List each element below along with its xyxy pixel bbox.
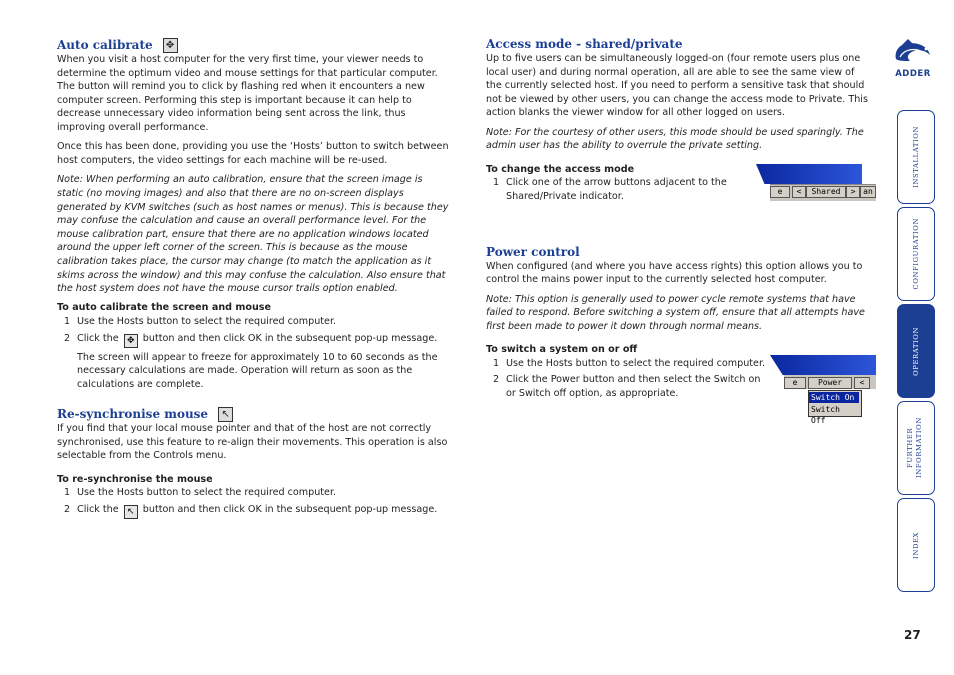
tab-label: OPERATION xyxy=(911,326,920,376)
step-number: 2 xyxy=(63,503,71,515)
step-text: Click one of the arrow buttons adjacent to the Shared/Private indicator. xyxy=(506,177,727,202)
right-column xyxy=(486,37,870,403)
resync-mouse-icon: ↖ xyxy=(124,505,138,519)
step-text-post: button and then click OK in the subsequent pop-up message. xyxy=(142,332,438,344)
access-mode-intro: Up to five users can be simultaneously logged-on (four remote users plus one local user) and during normal operation, all are able to see the same view of the currently selected host. If you need to perform a sensitive task that should not be viewed by other users, you can change the access mode to Private. This action blanks the viewer window for all other logged on users. xyxy=(486,53,868,119)
widget-toolbar-bar xyxy=(770,355,876,375)
resync-mouse-icon: ↖ xyxy=(218,407,233,422)
tab-operation[interactable] xyxy=(897,304,935,398)
step-number: 1 xyxy=(63,316,71,328)
tab-further-information[interactable] xyxy=(897,401,935,495)
step-text-post: button and then click OK in the subsequent pop-up message. xyxy=(142,503,438,515)
step-text: Use the Hosts button to select the required computer. xyxy=(506,357,766,369)
resync-heading-row xyxy=(57,407,449,422)
auto-calibrate-followup: The screen will appear to freeze for approximately 10 to 60 seconds as the necessary calculations are made. Operation will return as soon as the calculations are complete. xyxy=(77,351,438,390)
power-control-step-1 xyxy=(486,357,770,371)
adder-serpent-icon xyxy=(890,37,936,65)
auto-calibrate-step-1 xyxy=(57,315,449,329)
toolbar-edge-left: e xyxy=(784,377,806,389)
power-arrow-button[interactable]: < xyxy=(854,377,870,389)
access-mode-title: Access mode - shared/private xyxy=(486,37,683,51)
step-number: 2 xyxy=(63,332,71,344)
menu-item-switch-on[interactable]: Switch On xyxy=(809,392,859,403)
power-control-title: Power control xyxy=(486,244,580,259)
auto-calibrate-heading-row xyxy=(57,38,449,53)
access-mode-note: Note: For the courtesy of other users, this mode should be used sparingly. The admin user has the ability to overrule the private setting. xyxy=(486,126,864,152)
adder-logo xyxy=(890,37,936,79)
step-number: 1 xyxy=(492,177,500,189)
access-mode-step-1 xyxy=(486,176,736,203)
tab-installation[interactable] xyxy=(897,110,935,204)
step-number: 1 xyxy=(63,487,71,499)
tab-label: INSTALLATION xyxy=(911,126,920,188)
shared-right-arrow-button[interactable]: > xyxy=(846,186,860,198)
tab-label: INDEX xyxy=(911,531,920,559)
menu-item-switch-off[interactable]: Switch Off xyxy=(811,405,840,425)
shared-mode-indicator: Shared xyxy=(806,186,846,198)
step-text: Click the Power button and then select the Switch on or Switch off option, as appropriate. xyxy=(506,374,761,399)
auto-calibrate-para2: Once this has been done, providing you use the ‘Hosts’ button to switch between host computers, the video settings for each machine will be re-used. xyxy=(57,141,449,166)
calibrate-icon: ✥ xyxy=(163,38,178,53)
access-mode-widget-image xyxy=(756,164,876,202)
resync-step-2 xyxy=(57,503,449,519)
toolbar-edge-right: an xyxy=(860,186,876,198)
step-text: Use the Hosts button to select the required computer. xyxy=(77,316,337,328)
access-mode-subheading: To change the access mode xyxy=(486,163,635,175)
page-number: 27 xyxy=(904,628,921,642)
auto-calibrate-title: Auto calibrate xyxy=(57,38,153,52)
step-number: 2 xyxy=(492,374,500,386)
widget-toolbar-bar xyxy=(756,164,862,184)
resync-intro: If you find that your local mouse pointer and that of the host are not correctly synchronised, use this feature to re-align their movements. This operation is also selectable from the Controls menu. xyxy=(57,423,448,462)
auto-calibrate-note: Note: When performing an auto calibration, ensure that the screen image is static (no moving images) and also that there are no on-screen displays generated by KVM switches (such as host names or menus). This is because they may confuse the calculation and cause an overall performance level. For the mouse calibration part, ensure that there are no application windows located around the upper left corner of the screen. This is because as the mouse calibration takes place, the cursor may change (to match the application as it skims across the window) and this may confuse the calculation. Also ensure that the host system does not have the mouse cursor trails option enabled. xyxy=(57,174,449,295)
step-text: Use the Hosts button to select the required computer. xyxy=(77,487,337,499)
resync-step-1 xyxy=(57,486,449,500)
power-control-step-2 xyxy=(486,373,770,400)
tab-index[interactable] xyxy=(897,498,935,592)
tab-configuration[interactable] xyxy=(897,207,935,301)
tab-label: CONFIGURATION xyxy=(911,218,920,290)
power-control-intro: When configured (and where you have access rights) this option allows you to control the mains power input to the currently selected host computer. xyxy=(486,260,863,286)
step-number: 1 xyxy=(492,357,500,369)
toolbar-edge-left: e xyxy=(770,186,790,198)
tab-label: FURTHER INFORMATION xyxy=(906,417,923,479)
power-widget-image xyxy=(770,355,876,425)
power-control-subheading: To switch a system on or off xyxy=(486,344,638,356)
power-button[interactable]: Power xyxy=(808,377,852,389)
left-column xyxy=(57,38,449,522)
auto-calibrate-subheading: To auto calibrate the screen and mouse xyxy=(57,302,271,314)
shared-left-arrow-button[interactable]: < xyxy=(792,186,806,198)
auto-calibrate-step-2 xyxy=(57,332,449,348)
step-text-pre: Click the xyxy=(77,503,119,515)
auto-calibrate-intro: When you visit a host computer for the very first time, your viewer needs to determine the optimum video and mouse settings for that particular computer. The button will remind you to click by flashing red when it encounters a new computer screen. Performing this step is important because it can help to decrease unnecessary video information being sent across the link, thus improving overall performance. xyxy=(57,54,438,133)
power-control-note: Note: This option is generally used to power cycle remote systems that have failed to respond. Before switching a system off, ensure that all attempts have first been made to power it down through normal means. xyxy=(486,293,865,332)
power-menu xyxy=(808,390,862,425)
resync-title: Re-synchronise mouse xyxy=(57,407,209,422)
logo-text: ADDER xyxy=(895,69,931,79)
step-text-pre: Click the xyxy=(77,332,119,344)
calibrate-icon: ✥ xyxy=(124,334,138,348)
resync-subheading: To re-synchronise the mouse xyxy=(57,473,213,485)
